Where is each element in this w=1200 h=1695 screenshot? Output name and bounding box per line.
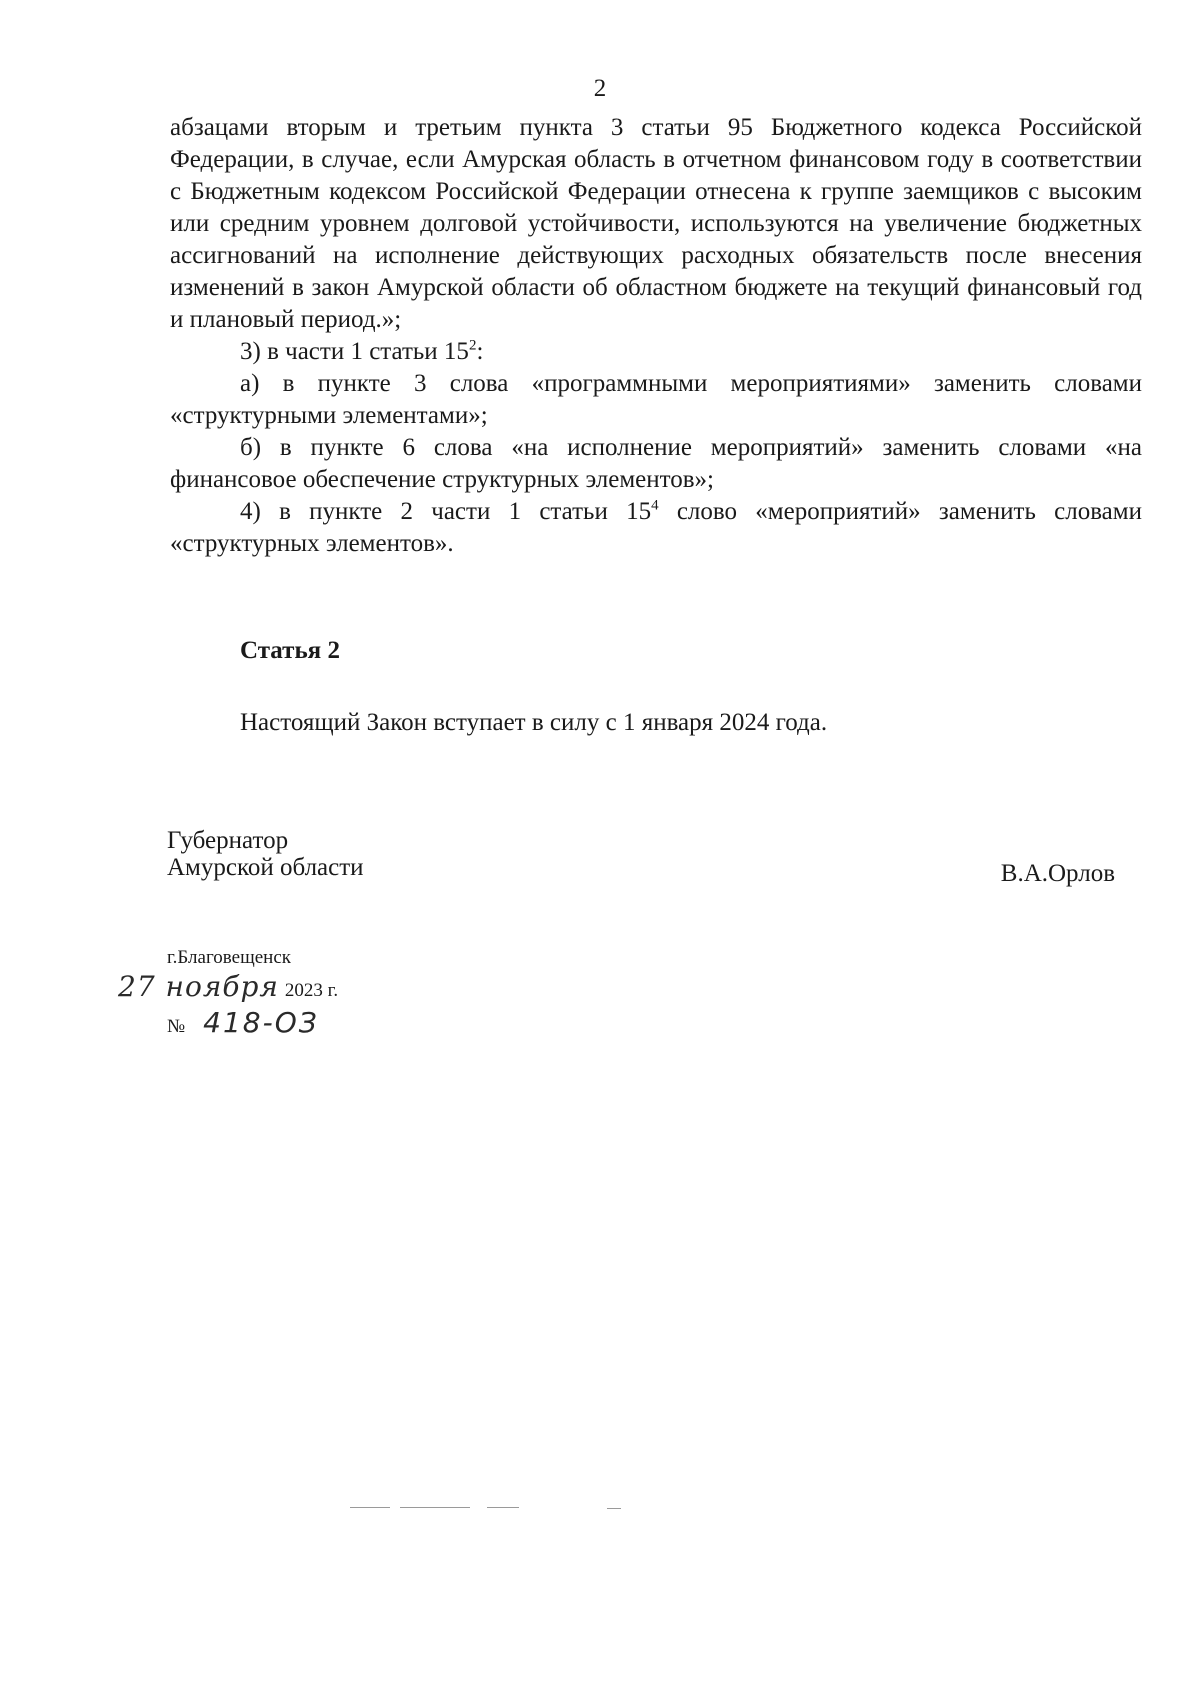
article-2-text: Настоящий Закон вступает в силу с 1 января 2024 года. xyxy=(240,709,828,736)
signatory-title xyxy=(167,827,364,881)
place-of-signing: г.Благовещенск xyxy=(167,947,291,968)
amendment-item-3a: а) в пункте 3 слова «программными мероприятиями» заменить словами «структурными элементами»; xyxy=(170,370,1142,429)
handwritten-date: 27 ноября xyxy=(118,970,279,1003)
scan-artifact-line xyxy=(400,1507,470,1508)
amendment-item-3-suffix: : xyxy=(476,338,484,365)
law-number xyxy=(167,1008,319,1042)
amendment-item-4 xyxy=(170,496,1142,560)
law-body-text xyxy=(170,112,1142,560)
scan-artifact-line xyxy=(350,1507,390,1508)
scan-artifact-line xyxy=(607,1508,621,1509)
page-number: 2 xyxy=(593,75,607,102)
number-sign: № xyxy=(167,1016,186,1037)
signatory-title-line-1: Губернатор xyxy=(167,827,289,854)
amendment-item-3-text: 3) в части 1 статьи 15 xyxy=(240,338,469,365)
amendment-item-3b: б) в пункте 6 слова «на исполнение мероприятий» заменить словами «на финансовое обеспечение структурных элементов»; xyxy=(170,434,1142,493)
printed-year: 2023 г. xyxy=(284,980,339,1001)
amendment-item-4-superscript: 4 xyxy=(651,497,659,514)
paragraph-continuation: абзацами вторым и третьим пункта 3 статьи 95 Бюджетного кодекса Российской Федерации, в случае, если Амурская область в отчетном финансовом году в соответствии с Бюджетным кодексом Российской Федерации отнесена к группе заемщиков с высоким или средним уровнем долговой устойчивости, используются на увеличение бюджетных ассигнований на исполнение действующих расходных обязательств после внесения изменений в закон Амурской области об областном бюджете на текущий финансовый год и плановый период.»; xyxy=(170,114,1142,333)
signatory-name: В.А.Орлов xyxy=(1000,860,1115,887)
scan-artifact-line xyxy=(487,1507,519,1508)
handwritten-law-number: 418-ОЗ xyxy=(203,1006,319,1039)
amendment-item-3 xyxy=(170,336,1142,368)
amendment-item-3-superscript: 2 xyxy=(468,337,477,354)
amendment-item-4-text: 4) в пункте 2 части 1 статьи 15 xyxy=(240,498,652,525)
amendment-item-4-suffix: слово «мероприятий» заменить словами «структурных элементов». xyxy=(170,498,1142,557)
article-2-heading: Статья 2 xyxy=(240,637,340,664)
signing-date xyxy=(118,970,339,1003)
signatory-title-line-2: Амурской области xyxy=(167,854,364,881)
